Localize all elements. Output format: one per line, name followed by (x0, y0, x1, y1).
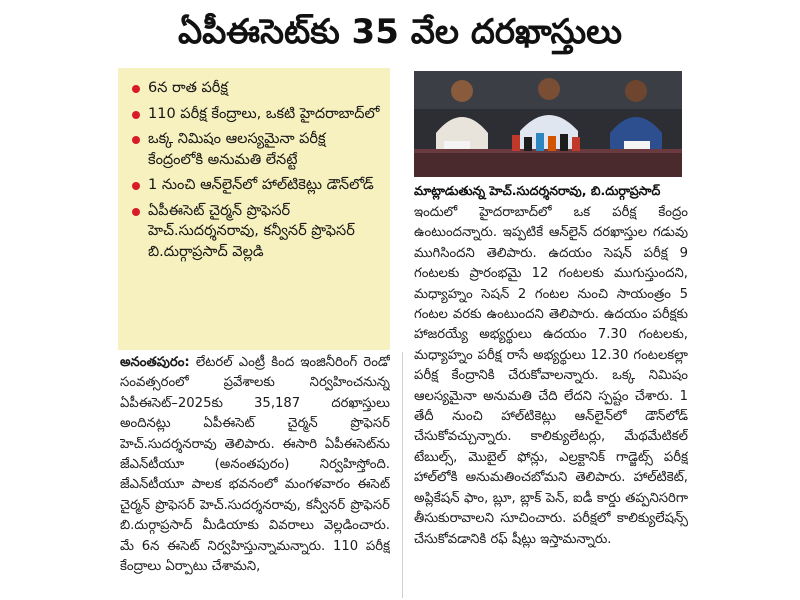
highlights-box (118, 68, 390, 350)
highlight-item: 110 పరీక్ష కేంద్రాలు, ఒకటి హైదరాబాద్‌లో (132, 104, 380, 125)
column-divider (402, 352, 403, 598)
highlight-item: ఒక్క నిమిషం ఆలస్యమైనా పరీక్ష కేంద్రంలోకి అనుమతి లేనట్టే (132, 129, 380, 170)
bullet-icon (132, 208, 140, 216)
dateline: అనంతపురం: (120, 355, 190, 370)
bullet-icon (132, 182, 140, 190)
body-text: లేటరల్ ఎంట్రీ కింద ఇంజినీరింగ్ రెండో సంవత్సరంలో ప్రవేశాలకు నిర్వహించనున్న ఏపీఈసెట్–2025కు 35,187 దరఖాస్తులు అందినట్లు ఏపీఈసెట్ చైర్మన్ ప్రొఫెసర్ హెచ్.సుదర్శనరావు తెలిపారు. ఈసారి ఏపీఈసెట్‌ను జేఎన్‌టీయూ (అనంతపురం) నిర్వహిస్తోంది. జేఎన్‌టీయూ పాలక భవనంలో మంగళవారం ఈసెట్ చైర్మన్ ప్రొఫెసర్ హెచ్.సుదర్శనరావు, కన్వీనర్ ప్రొఫెసర్ బి.దుర్గాప్రసాద్ మీడియాకు వివరాలు వెల్లడించారు. మే 6న ఈసెట్ నిర్వహిస్తున్నామన్నారు. 110 పరీక్ష కేంద్రాలు ఏర్పాటు చేశామని, (120, 355, 390, 575)
headline: ఏపీఈసెట్‌కు 35 వేల దరఖాస్తులు (177, 12, 623, 52)
body-paragraph: ఇందులో హైదరాబాద్‌లో ఒక పరీక్ష కేంద్రం ఉంటుందన్నారు. ఇప్పటికే ఆన్‌లైన్ దరఖాస్తుల గడువు ముగిసిందని తెలిపారు. ఉదయం సెషన్ పరీక్ష 9 గంటలకు ప్రారంభమై 12 గంటలకు ముగుస్తుందని, మధ్యాహ్నం సెషన్ 2 గంటల నుంచి సాయంత్రం 5 గంటల వరకు ఉంటుందని తెలిపారు. ఉదయం పరీక్షకు హాజరయ్యే అభ్యర్థులు ఉదయం 7.30 గంటలకు, మధ్యాహ్నం పరీక్ష రాసే అభ్యర్థులు 12.30 గంటలకల్లా పరీక్ష కేంద్రానికి చేరుకోవాలన్నారు. ఒక్క నిమిషం ఆలస్యమైనా అనుమతి చేది లేదని స్పష్టం చేశారు. 1 తేదీ నుంచి హాల్‌టికెట్లు ఆన్‌లైన్‌లో డౌన్‌లోడ్ చేసుకోవచ్చున్నారు. కాలిక్యులేటర్లు, మేథమేటికల్ టేబుల్స్, మొబైల్ ఫోన్లు, ఎల్రక్టానిక్ గాడ్జెట్స్ పరీక్ష హాల్‌లోకి అనుమతించబోమని తెలిపారు. హాల్‌టికెట్, అప్లికేషన్ ఫాం, బ్లూ, బ్లాక్ పెన్, ఐడీ కార్డు తప్పనిసరిగా తీసుకురావాలని సూచించారు. పరీక్షలో కాలిక్యులేషన్స్ చేసుకోవడానికి రఫ్ షీట్లు ఇస్తామన్నారు. (414, 205, 688, 547)
highlights-list (132, 78, 380, 262)
press-photo (414, 71, 682, 177)
highlight-item: 6న రాత పరీక్ష (132, 78, 380, 99)
press-photo-illustration (414, 71, 682, 177)
article-body-left-column (120, 353, 390, 595)
bullet-icon (132, 85, 140, 93)
highlight-item: ఏపీఈసెట్ చైర్మన్ ప్రొఫెసర్ హెచ్.సుదర్శనరావు, కన్వీనర్ ప్రొఫెసర్ బి.దుర్గాప్రసాద్ వెల్లడి (132, 201, 380, 263)
bullet-icon (132, 111, 140, 119)
article-body-right-column (414, 203, 688, 595)
body-paragraph (120, 353, 390, 577)
bullet-icon (132, 136, 140, 144)
highlight-item: 1 నుంచి ఆన్‌లైన్‌లో హాల్‌టికెట్లు డౌన్‌లోడ్ (132, 175, 380, 196)
photo-caption: మాట్లాడుతున్న హెచ్.సుదర్శనరావు, బి.దుర్గాప్రసాద్ (414, 183, 661, 198)
